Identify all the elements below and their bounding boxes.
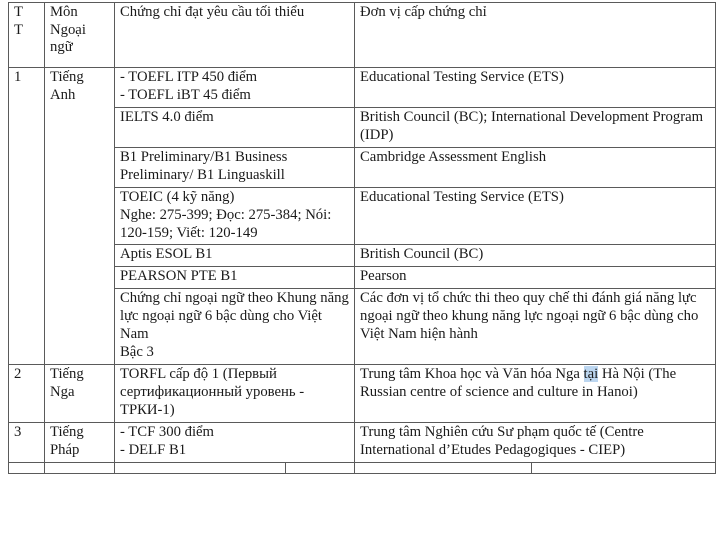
- language-label-line2: Pháp: [50, 441, 80, 458]
- column-header-tt-line2: T: [14, 21, 23, 38]
- partial-inner-divider: [285, 463, 286, 473]
- language-label-line2: Nga: [50, 384, 75, 400]
- header-row: [9, 3, 716, 68]
- certificate-fr-line-1: - TCF 300 điểm: [120, 423, 214, 440]
- partial-inner-divider-2: [531, 463, 532, 473]
- certificate-toeic-line-2: Nghe: 275-399; Đọc: 275-384; Nói: 120-159; Viết: 120-149: [120, 206, 332, 241]
- language-label-line1: Tiếng: [50, 69, 84, 85]
- certificate-knl-line-2: Bậc 3: [120, 344, 154, 361]
- column-header-certificate: Chứng chỉ đạt yêu cầu tối thiểu: [115, 3, 355, 68]
- issuer-cell-ciep: Trung tâm Nghiên cứu Sư phạm quốc tế (Centre International d’Etudes Pedagogiques - CIEP): [355, 422, 716, 462]
- language-label-line2: Anh: [50, 86, 76, 103]
- table-row: [9, 422, 716, 462]
- language-cell-russian: [45, 365, 115, 423]
- issuer-cell-cambridge: Cambridge Assessment English: [355, 147, 716, 187]
- partial-cell-certificate: [115, 462, 355, 473]
- row-number-1: 1: [9, 68, 45, 365]
- certificate-cell-ielts: IELTS 4.0 điểm: [115, 107, 355, 147]
- partial-cell-tt: [9, 462, 45, 473]
- issuer-text-after-selection: Hà Nội (The Russian centre of science and culture in Hanoi): [360, 366, 677, 400]
- column-header-subject: [45, 3, 115, 68]
- table-row: [9, 187, 716, 245]
- table-row: [9, 245, 716, 267]
- certificate-cell-pearson-pte: PEARSON PTE B1: [115, 267, 355, 289]
- table-row: [9, 107, 716, 147]
- table-row: [9, 147, 716, 187]
- partial-cell-subject: [45, 462, 115, 473]
- issuer-cell-ets: Educational Testing Service (ETS): [355, 68, 716, 108]
- table-row: [9, 289, 716, 365]
- certificate-line-2: - TOEFL iBT 45 điểm: [120, 86, 251, 103]
- table-header: [9, 3, 716, 68]
- certificate-cell-khung-nang-luc: [115, 289, 355, 365]
- certificate-toeic-line-1: TOEIC (4 kỹ năng): [120, 188, 235, 205]
- certificate-cell-b1-preliminary: B1 Preliminary/B1 Business Preliminary/ B1 Linguaskill: [115, 147, 355, 187]
- table-row: [9, 267, 716, 289]
- column-header-subject-line3: ngữ: [50, 39, 73, 56]
- language-cell-french: [45, 422, 115, 462]
- column-header-issuer: Đơn vị cấp chứng chỉ: [355, 3, 716, 68]
- language-label-line1: Tiếng: [50, 366, 84, 383]
- table-body: [9, 68, 716, 474]
- issuer-cell-pearson: Pearson: [355, 267, 716, 289]
- certificate-fr-line-2: - DELF B1: [120, 441, 187, 458]
- issuer-text-before-selection: Trung tâm Khoa học và Văn hóa Nga: [360, 366, 584, 383]
- language-cell-english: [45, 68, 115, 365]
- certificate-cell-tcf-delf: [115, 422, 355, 462]
- column-header-subject-line2: Ngoại: [50, 21, 86, 38]
- issuer-cell-bc-idp: British Council (BC); International Development Program (IDP): [355, 107, 716, 147]
- column-header-subject-line1: Môn: [50, 4, 78, 20]
- table-row: [9, 365, 716, 423]
- issuer-cell-russian-centre: [355, 365, 716, 423]
- column-header-tt-line1: T: [14, 4, 23, 20]
- selected-text-highlight[interactable]: tại: [583, 366, 599, 383]
- certificate-cell-aptis: Aptis ESOL B1: [115, 245, 355, 267]
- row-number-3: 3: [9, 422, 45, 462]
- partial-cell-issuer: [355, 462, 716, 473]
- table-row-partial-clipped: [9, 462, 716, 473]
- certificate-cell-torfl: TORFL cấp độ 1 (Первый сертификационный уровень - ТРКИ-1): [115, 365, 355, 423]
- issuer-cell-khung-nang-luc: Các đơn vị tổ chức thi theo quy chế thi đánh giá năng lực ngoại ngữ theo khung năng lực ngoại ngữ 6 bậc dùng cho Việt Nam hiện hành: [355, 289, 716, 365]
- issuer-cell-british-council: British Council (BC): [355, 245, 716, 267]
- column-header-tt: [9, 3, 45, 68]
- certificate-line-1: - TOEFL ITP 450 điểm: [120, 69, 258, 85]
- certificate-cell-toeic: [115, 187, 355, 245]
- certificate-requirements-table: [8, 2, 716, 474]
- table-row: [9, 68, 716, 108]
- language-label-line1: Tiếng: [50, 423, 84, 440]
- certificate-knl-line-1: Chứng chỉ ngoại ngữ theo Khung năng lực ngoại ngữ 6 bậc dùng cho Việt Nam: [120, 290, 349, 343]
- issuer-cell-ets-2: Educational Testing Service (ETS): [355, 187, 716, 245]
- row-number-2: 2: [9, 365, 45, 423]
- certificate-cell-toefl: [115, 68, 355, 108]
